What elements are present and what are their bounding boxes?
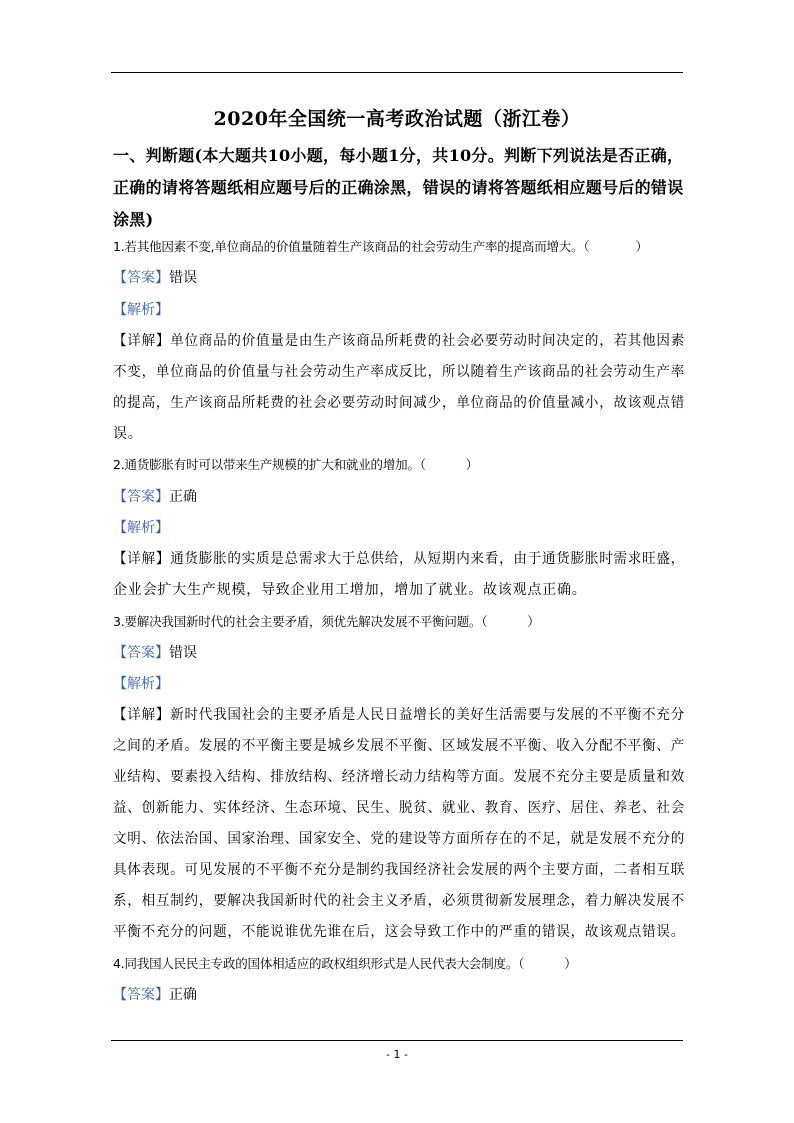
detail-label: 【详解】 <box>113 333 171 349</box>
detail-line: 企业会扩大生产规模，导致企业用工增加，增加了就业。故该观点正确。 <box>113 582 587 598</box>
answer-4 <box>113 985 197 1005</box>
detail-line: 平衡不充分的问题，不能说谁优先谁在后，这会导致工作中的严重的错误，故该观点错误。 <box>113 924 685 940</box>
answer-value: 正确 <box>169 987 197 1003</box>
answer-value: 错误 <box>169 645 197 661</box>
detail-line: 【详解】新时代我国社会的主要矛盾是人民日益增长的美好生活需要与发展的不平衡不充分 <box>113 707 686 723</box>
section-heading: 一、判断题(本大题共10小题，每小题1分，共10分。判断下列说法是否正确，正确的请将答题纸相应题号后的正确涂黑，错误的请将答题纸相应题号后的错误涂黑) <box>113 146 684 229</box>
header-rule <box>111 72 683 73</box>
detail-line: 不变，单位商品的价值量与社会劳动生产率成反比，所以随着生产该商品的社会劳动生产率 <box>113 364 685 380</box>
answer-value: 错误 <box>169 270 197 286</box>
answer-label: 【答案】 <box>113 987 169 1003</box>
analysis-label: 【解析】 <box>113 676 169 692</box>
detail-line: 业结构、要素投入结构、排放结构、经济增长动力结构等方面。发展不充分主要是质量和效 <box>113 769 685 785</box>
question-1: 1.若其他因素不变,单位商品的价值量随着生产该商品的社会劳动生产率的提高而增大。（ ） <box>113 239 648 254</box>
detail-line: 【详解】通货膨胀的实质是总需求大于总供给，从短期内来看，由于通货膨胀时需求旺盛， <box>113 551 686 567</box>
answer-2 <box>113 487 197 507</box>
detail-line: 系，相互制约，要解决我国新时代的社会主义矛盾，必须贯彻新发展理念，着力解决发展不 <box>113 893 685 909</box>
detail-line: 之间的矛盾。发展的不平衡主要是城乡发展不平衡、区域发展不平衡、收入分配不平衡、产 <box>113 738 685 754</box>
answer-3 <box>113 643 197 663</box>
question-4: 4.同我国人民民主专政的国体相适应的政权组织形式是人民代表大会制度。（ ） <box>113 956 577 971</box>
answer-label: 【答案】 <box>113 270 169 286</box>
answer-1 <box>113 268 197 288</box>
detail-line: 【详解】单位商品的价值量是由生产该商品所耗费的社会必要劳动时间决定的，若其他因素 <box>113 333 686 349</box>
answer-label: 【答案】 <box>113 645 169 661</box>
analysis-label: 【解析】 <box>113 302 169 318</box>
detail-label: 【详解】 <box>113 551 171 567</box>
detail-line: 益、创新能力、实体经济、生态环境、民生、脱贫、就业、教育、医疗、居住、养老、社会 <box>113 800 685 816</box>
question-3: 3.要解决我国新时代的社会主要矛盾，须优先解决发展不平衡问题。（ ） <box>113 614 540 629</box>
question-2: 2.通货膨胀有时可以带来生产规模的扩大和就业的增加。（ ） <box>113 457 479 472</box>
detail-line: 文明、依法治国、国家治理、国家安全、党的建设等方面所存在的不足，就是发展不充分的 <box>113 831 685 847</box>
answer-value: 正确 <box>169 489 197 505</box>
answer-label: 【答案】 <box>113 489 169 505</box>
page-number: - 1 - <box>386 1048 408 1061</box>
detail-label: 【详解】 <box>113 707 171 723</box>
detail-line: 误。 <box>113 426 143 442</box>
analysis-label: 【解析】 <box>113 520 169 536</box>
detail-line: 具体表现。可见发展的不平衡不充分是制约我国经济社会发展的两个主要方面，二者相互联 <box>113 862 685 878</box>
detail-line: 的提高，生产该商品所耗费的社会必要劳动时间减少，单位商品的价值量减小，故该观点错 <box>113 395 685 411</box>
footer-rule <box>111 1040 683 1041</box>
page-title: 2020年全国统一高考政治试题（浙江卷） <box>213 108 581 130</box>
